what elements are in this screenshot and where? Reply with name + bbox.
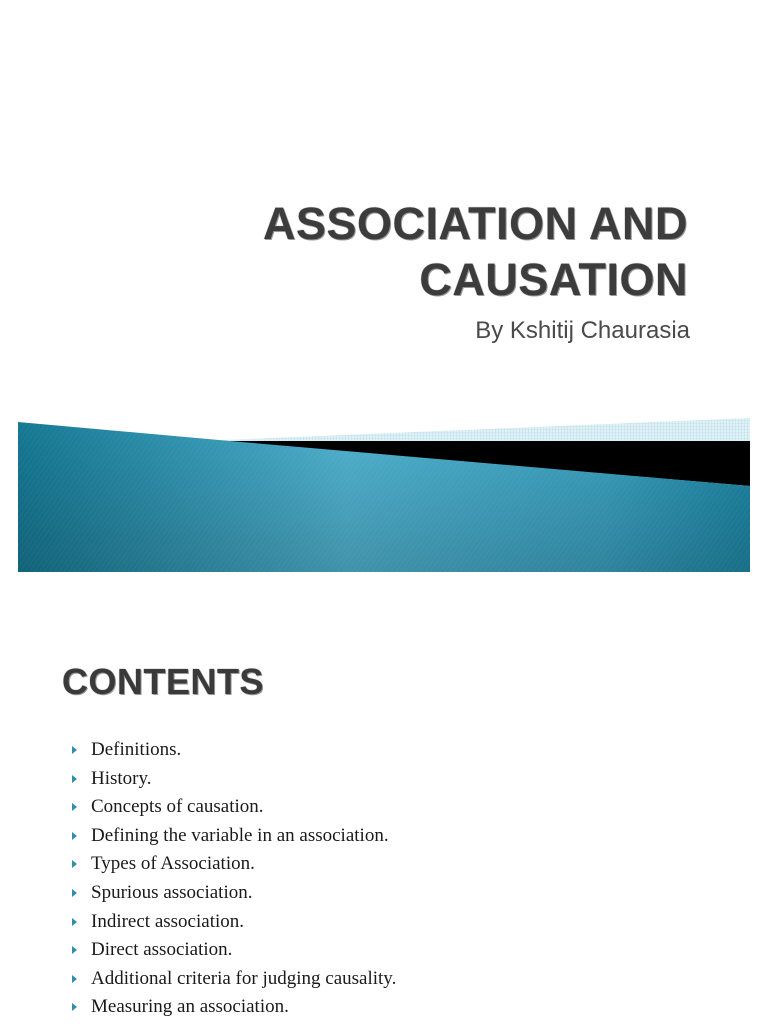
list-item	[70, 993, 396, 1022]
triangle-bullet-icon	[72, 803, 77, 811]
list-item-text: Defining the variable in an association.	[91, 824, 389, 846]
triangle-bullet-icon	[72, 832, 77, 840]
list-item-text: Types of Association.	[91, 853, 255, 875]
slide-title-line-1: ASSOCIATION AND	[262, 198, 688, 249]
list-item	[70, 965, 396, 994]
list-item-text: Concepts of causation.	[91, 796, 264, 818]
triangle-bullet-icon	[72, 860, 77, 868]
contents-heading: CONTENTS	[62, 661, 264, 702]
list-item-text: Definitions.	[91, 739, 182, 760]
list-item	[70, 736, 396, 765]
triangle-bullet-icon	[72, 746, 77, 754]
slide-subtitle: By Kshitij Chaurasia	[475, 317, 690, 344]
slide-title-line-2: CAUSATION	[419, 254, 688, 305]
banner-grid-strip	[200, 418, 750, 441]
list-item-text: Measuring an association.	[91, 996, 289, 1018]
list-item-text: Direct association.	[91, 939, 233, 961]
list-item	[70, 765, 396, 794]
list-item-text: History.	[91, 767, 152, 789]
list-item	[70, 850, 396, 879]
triangle-bullet-icon	[72, 1003, 77, 1011]
list-item	[70, 822, 396, 851]
triangle-bullet-icon	[72, 975, 77, 983]
triangle-bullet-icon	[72, 889, 77, 897]
list-item-text: Spurious association.	[91, 881, 253, 903]
list-item	[70, 908, 396, 937]
contents-list	[70, 736, 396, 1022]
contents-slide	[0, 590, 768, 1024]
list-item	[70, 936, 396, 965]
list-item	[70, 879, 396, 908]
triangle-bullet-icon	[72, 946, 77, 954]
list-item-text: Indirect association.	[91, 910, 245, 932]
list-item	[70, 793, 396, 822]
triangle-bullet-icon	[72, 775, 77, 783]
list-item-text: Additional criteria for judging causality.	[91, 967, 397, 989]
triangle-bullet-icon	[72, 918, 77, 926]
